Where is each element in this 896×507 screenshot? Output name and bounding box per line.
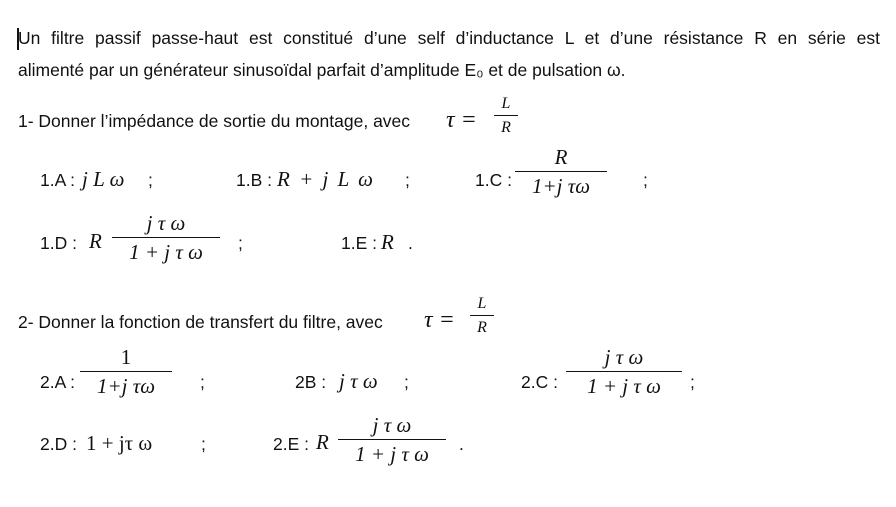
fraction-bar — [338, 439, 446, 440]
q1-tau-numerator: L — [501, 95, 511, 112]
option-2a-label: 2.A : — [40, 372, 76, 392]
q2-tau-equals: τ = — [424, 307, 455, 333]
fraction-bar — [112, 237, 220, 238]
option-2d-separator: ; — [201, 434, 206, 454]
q1-tau-fraction — [494, 95, 518, 136]
q1-tau-equals: τ = — [446, 107, 477, 133]
q2-tau-numerator: L — [477, 295, 487, 312]
q1-tau-denominator: R — [501, 119, 511, 137]
option-2b-label: 2B : — [295, 372, 327, 392]
option-1e-label: 1.E : — [341, 233, 377, 253]
q2-tau-fraction — [470, 295, 494, 336]
option-1c-numerator: R — [554, 145, 568, 169]
option-2b-expression: j τ ω — [339, 369, 378, 393]
option-2c-fraction — [566, 346, 682, 397]
option-1a-label: 1.A : — [40, 170, 76, 190]
option-1d-fraction — [112, 212, 220, 263]
question-2-text: 2- Donner la fonction de transfert du filtre, avec — [18, 312, 383, 332]
option-1b-expression: R + j L ω — [277, 167, 373, 191]
option-2c-separator: ; — [690, 372, 695, 392]
option-2b-separator: ; — [404, 372, 409, 392]
option-1a-expression: j L ω — [82, 167, 125, 191]
option-2c-label: 2.C : — [521, 372, 558, 392]
option-2d-label: 2.D : — [40, 434, 77, 454]
option-2d-expression: 1 + jτ ω — [86, 431, 153, 455]
question-1-text: 1- Donner l’impédance de sortie du montage, avec — [18, 111, 411, 131]
option-2e-fraction — [338, 414, 446, 465]
option-1b-separator: ; — [405, 170, 410, 190]
option-1c-fraction — [515, 146, 607, 197]
option-2c-numerator: j τ ω — [604, 345, 644, 369]
fraction-bar — [494, 115, 518, 116]
intro-line-2: alimenté par un générateur sinusoïdal parfait d’amplitude E₀ et de pulsation ω. — [18, 60, 626, 80]
option-2e-numerator: j τ ω — [372, 413, 412, 437]
fraction-bar — [470, 315, 494, 316]
option-1c-denominator: 1+j τω — [531, 174, 591, 199]
option-1b-label: 1.B : — [236, 170, 272, 190]
fraction-bar — [566, 371, 682, 372]
option-2e-end: . — [459, 434, 464, 454]
option-1d-label: 1.D : — [40, 233, 77, 253]
option-2a-separator: ; — [200, 372, 205, 392]
option-2a-fraction — [80, 346, 172, 397]
option-2a-numerator: 1 — [120, 345, 132, 369]
option-1a-separator: ; — [148, 170, 153, 190]
option-2e-denominator: 1 + j τ ω — [355, 442, 429, 467]
option-1c-label: 1.C : — [475, 170, 512, 190]
option-2e-label: 2.E : — [273, 434, 309, 454]
fraction-bar — [515, 171, 607, 172]
q2-tau-denominator: R — [477, 319, 487, 337]
option-1e-expression: R — [381, 230, 394, 254]
option-1c-separator: ; — [643, 170, 648, 190]
option-2c-denominator: 1 + j τ ω — [587, 374, 661, 399]
option-1d-prefix: R — [89, 229, 102, 253]
option-1e-end: . — [408, 233, 413, 253]
option-2a-denominator: 1+j τω — [96, 374, 156, 399]
option-1d-separator: ; — [238, 233, 243, 253]
option-1d-denominator: 1 + j τ ω — [129, 240, 203, 265]
fraction-bar — [80, 371, 172, 372]
intro-line-1: Un filtre passif passe-haut est constitué d’une self d’inductance L et d’une résistance R en série est — [18, 28, 880, 48]
option-1d-numerator: j τ ω — [146, 211, 186, 235]
option-2e-prefix: R — [316, 430, 329, 454]
